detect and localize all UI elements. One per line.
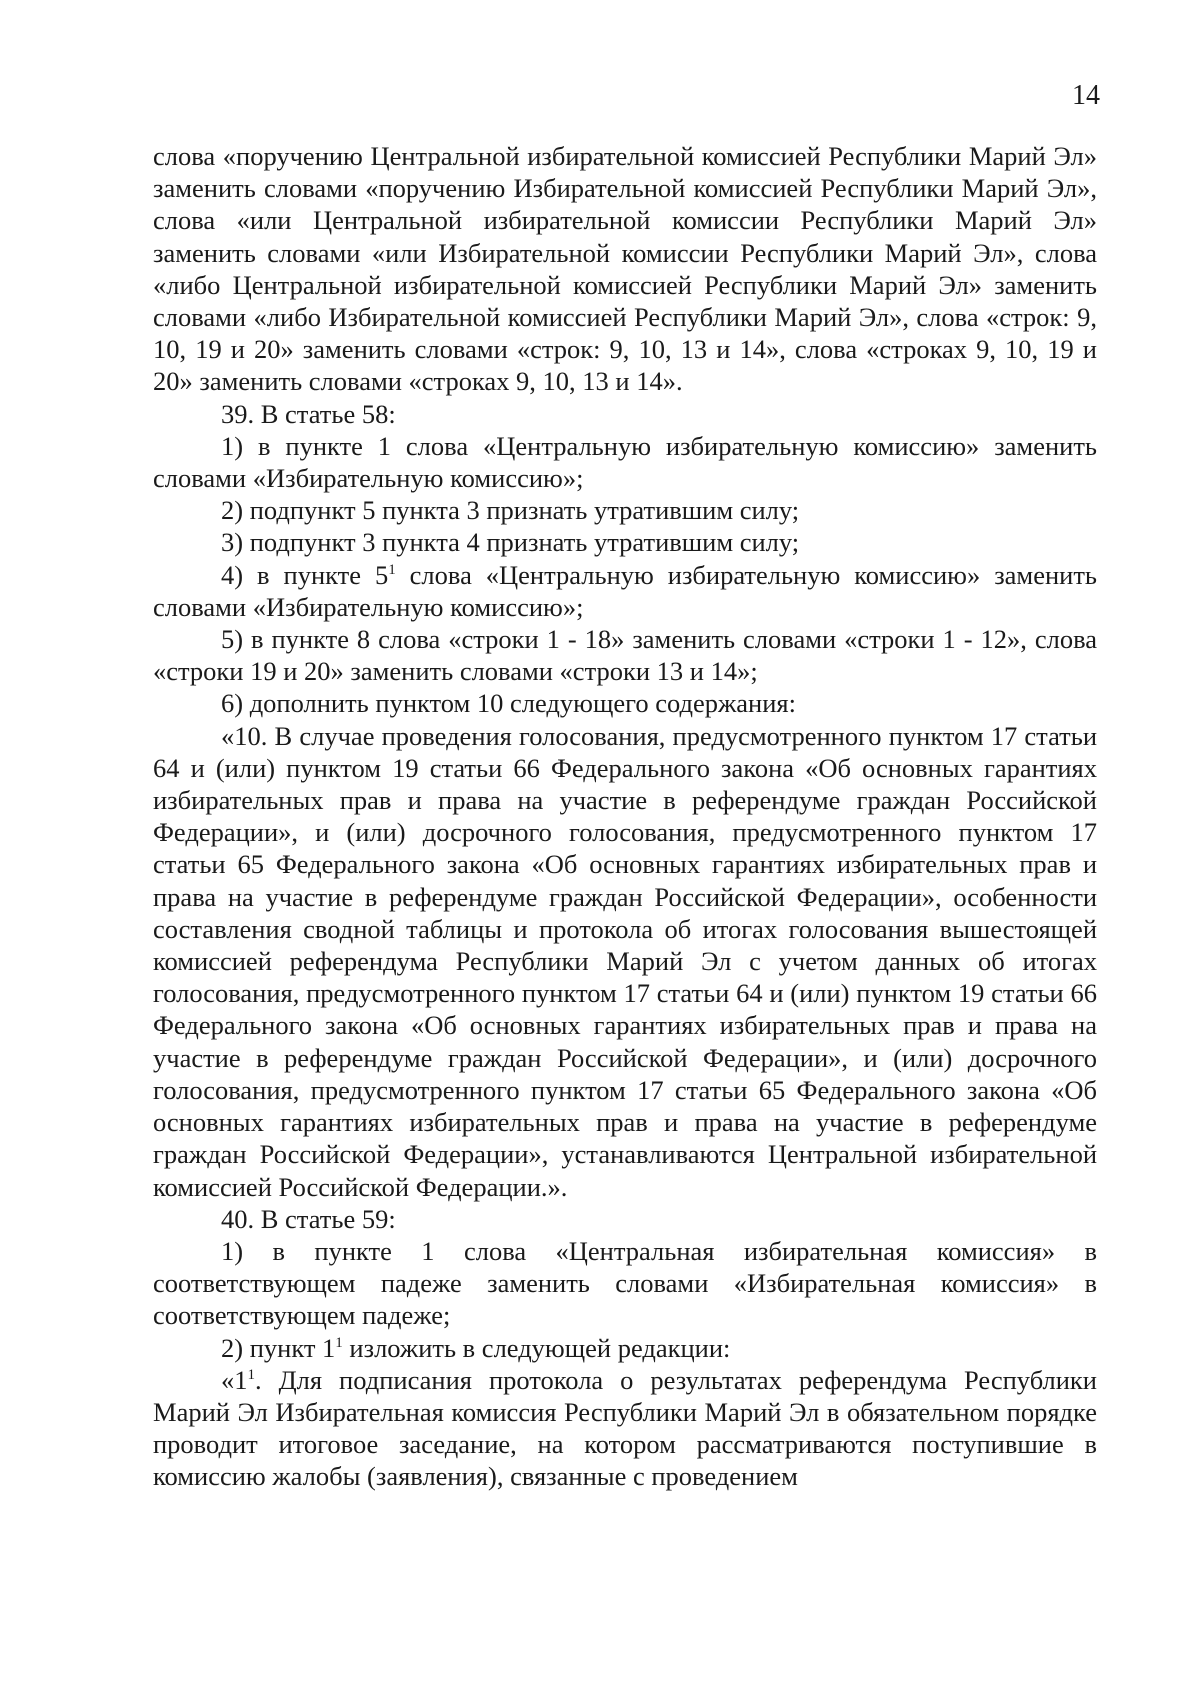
paragraph-text: 4) в пункте 5	[221, 559, 389, 590]
paragraph-text: 2) пункт 1	[221, 1332, 336, 1363]
document-body	[153, 140, 1097, 1493]
superscript: 1	[247, 1366, 255, 1383]
paragraph: 1) в пункте 1 слова «Центральную избирательную комиссию» заменить словами «Избирательную комиссию»;	[153, 430, 1097, 494]
paragraph	[153, 559, 1097, 623]
paragraph: 2) подпункт 5 пункта 3 признать утратившим силу;	[221, 495, 800, 526]
paragraph-text: слова «Центральную избирательную комиссию» заменить словами «Избирательную комиссию»;	[153, 559, 1097, 622]
paragraph: «10. В случае проведения голосования, предусмотренного пунктом 17 статьи 64 и (или) пунктом 19 статьи 66 Федерального закона «Об основных гарантиях избирательных прав и права на участие в референдуме граждан Российской Федерации», и (или) досрочного голосования, предусмотренного пунктом 17 статьи 65 Федерального закона «Об основных гарантиях избирательных прав и права на участие в референдуме граждан Российской Федерации», особенности составления сводной таблицы и протокола об итогах голосования вышестоящей комиссией референдума Республики Марий Эл с учетом данных об итогах голосования, предусмотренного пунктом 17 статьи 64 и (или) пунктом 19 статьи 66 Федерального закона «Об основных гарантиях избирательных прав и права на участие в референдуме граждан Российской Федерации», и (или) досрочного голосования, предусмотренного пунктом 17 статьи 65 Федерального закона «Об основных гарантиях избирательных прав и права на участие в референдуме граждан Российской Федерации», устанавливаются Центральной избирательной комиссией Российской Федерации.».	[153, 720, 1097, 1202]
superscript: 1	[388, 561, 396, 578]
paragraph: 6) дополнить пунктом 10 следующего содержания:	[221, 688, 796, 719]
paragraph-text: изложить в следующей редакции:	[342, 1332, 731, 1363]
paragraph	[153, 1332, 1097, 1364]
paragraph	[153, 1364, 1097, 1493]
paragraph: 1) в пункте 1 слова «Центральная избирательная комиссия» в соответствующем падеже заменить словами «Избирательная комиссия» в соответствующем падеже;	[153, 1235, 1097, 1331]
paragraph-text: . Для подписания протокола о результатах референдума Республики Марий Эл Избирательная комиссия Республики Марий Эл в обязательном порядке проводит итоговое заседание, на котором рассматриваются поступившие в комиссию жалобы (заявления), связанные с проведением	[153, 1364, 1097, 1492]
article-heading: 39. В статье 58:	[221, 398, 396, 429]
superscript: 1	[335, 1334, 343, 1351]
page-number: 14	[1072, 80, 1100, 111]
article-heading: 40. В статье 59:	[221, 1203, 396, 1234]
paragraph-text: «1	[221, 1364, 248, 1395]
paragraph: 3) подпункт 3 пункта 4 признать утратившим силу;	[221, 527, 800, 558]
paragraph: слова «поручению Центральной избирательной комиссией Республики Марий Эл» заменить словами «поручению Избирательной комиссией Республики Марий Эл», слова «или Центральной избирательной комиссии Республики Марий Эл» заменить словами «или Избирательной комиссии Республики Марий Эл», слова «либо Центральной избирательной комиссией Республики Марий Эл» заменить словами «либо Избирательной комиссией Республики Марий Эл», слова «строк: 9, 10, 19 и 20» заменить словами «строк: 9, 10, 13 и 14», слова «строках 9, 10, 19 и 20» заменить словами «строках 9, 10, 13 и 14».	[153, 141, 1097, 397]
paragraph: 5) в пункте 8 слова «строки 1 - 18» заменить словами «строки 1 - 12», слова «строки 19 и 20» заменить словами «строки 13 и 14»;	[153, 624, 1097, 687]
